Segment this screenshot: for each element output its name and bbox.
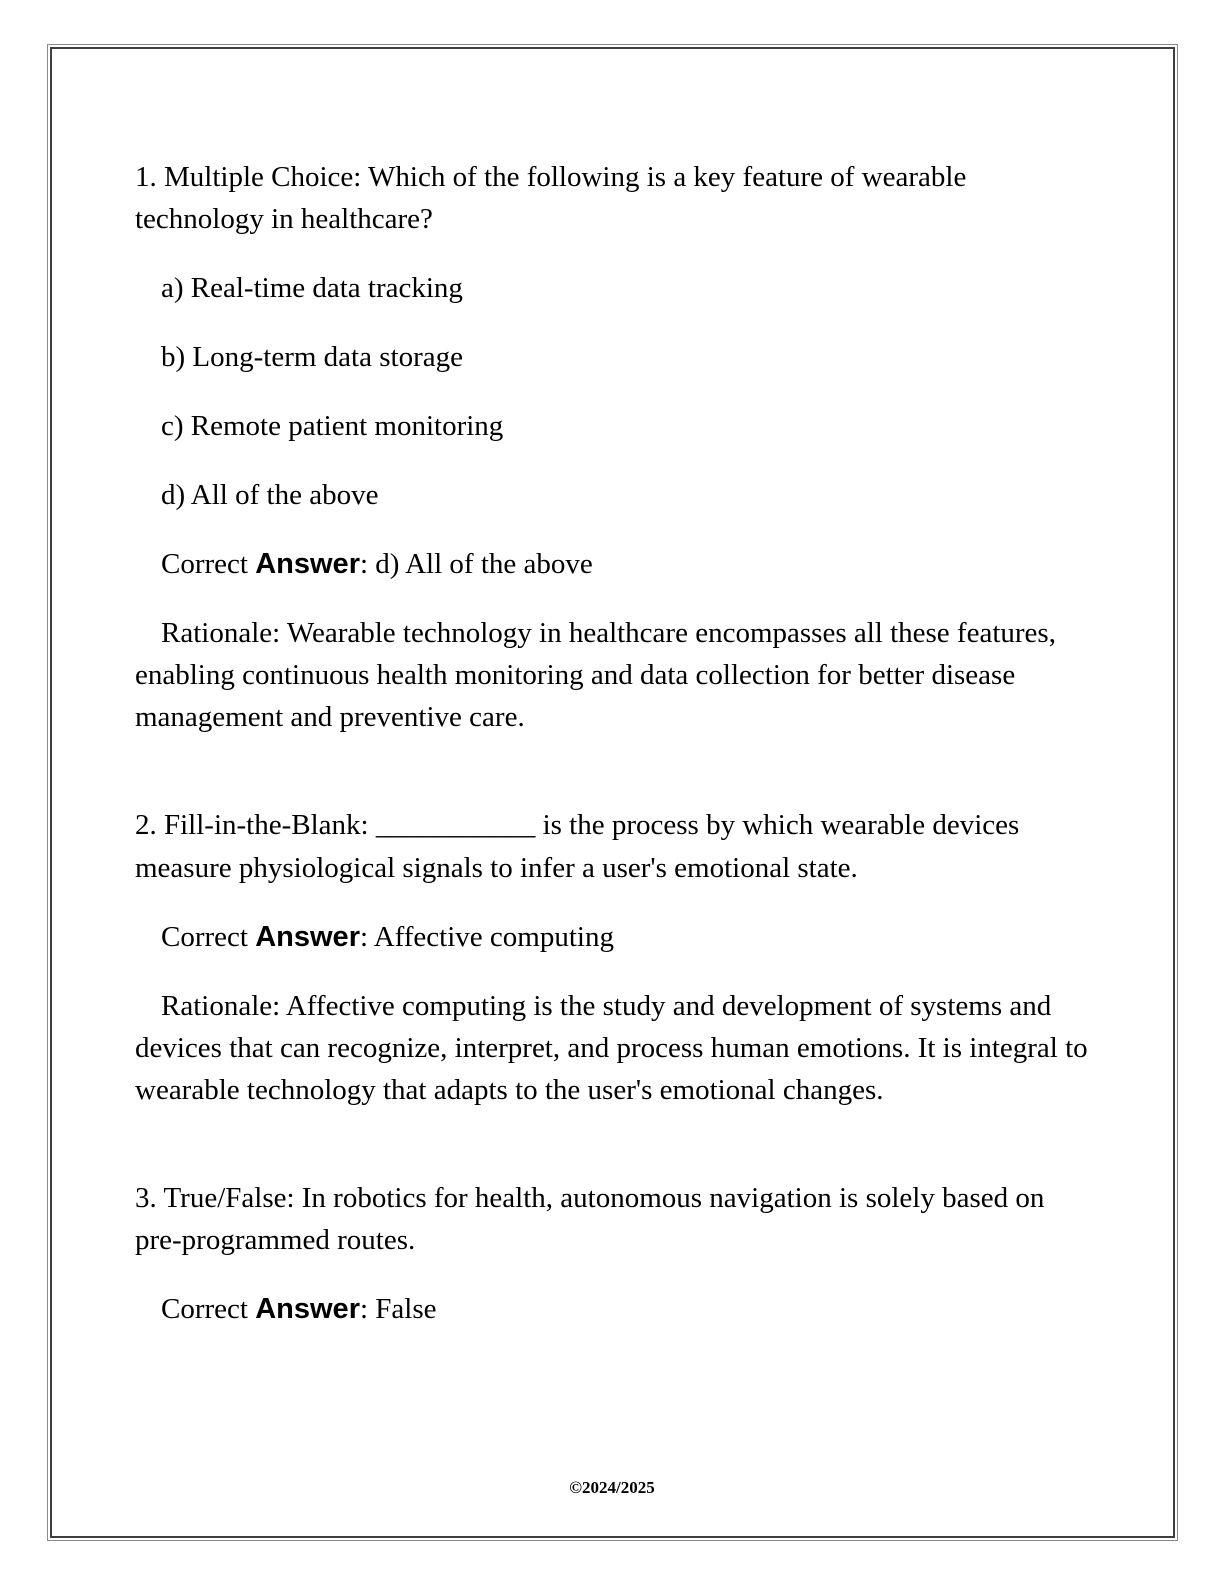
answer-prefix: Correct xyxy=(161,548,256,581)
answer-value: : Affective computing xyxy=(359,920,614,953)
rationale-text: Rationale: Affective computing is the study and development of systems and devices that can recognize, interpret, and process human emotions. It is integral to wearable technology that adapts to the user's emotional changes. xyxy=(135,989,1088,1106)
question-block-1 xyxy=(135,156,1093,738)
question-prompt: 2. Fill-in-the-Blank: ___________ is the process by which wearable devices measure physiological signals to infer a user's emotional state. xyxy=(135,809,1020,884)
answer-prefix: Correct xyxy=(161,1292,256,1325)
question-prompt: 3. True/False: In robotics for health, autonomous navigation is solely based on pre-programmed routes. xyxy=(135,1181,1045,1256)
answer-word: Answer xyxy=(255,920,360,953)
correct-answer-line xyxy=(135,1288,1093,1330)
document-content xyxy=(135,156,1093,1357)
correct-answer-line xyxy=(135,916,1093,958)
question-prompt: 1. Multiple Choice: Which of the following is a key feature of wearable technology in healthcare? xyxy=(135,161,967,236)
answer-option-a: a) Real-time data tracking xyxy=(161,272,463,305)
answer-option-d: d) All of the above xyxy=(161,479,379,512)
answer-prefix: Correct xyxy=(161,920,256,953)
correct-answer-line xyxy=(135,543,1093,585)
question-block-2 xyxy=(135,804,1093,1110)
answer-value: : False xyxy=(359,1292,437,1325)
page-footer: ©2024/2025 xyxy=(569,1478,655,1497)
answer-option-c: c) Remote patient monitoring xyxy=(161,410,504,443)
answer-word: Answer xyxy=(255,1292,360,1325)
question-block-3 xyxy=(135,1177,1093,1330)
answer-value: : d) All of the above xyxy=(359,548,593,581)
rationale-text: Rationale: Wearable technology in healthcare encompasses all these features, enabling continuous health monitoring and data collection for better disease management and preventive care. xyxy=(135,617,1056,734)
answer-word: Answer xyxy=(255,548,360,581)
answer-option-b: b) Long-term data storage xyxy=(161,341,463,374)
